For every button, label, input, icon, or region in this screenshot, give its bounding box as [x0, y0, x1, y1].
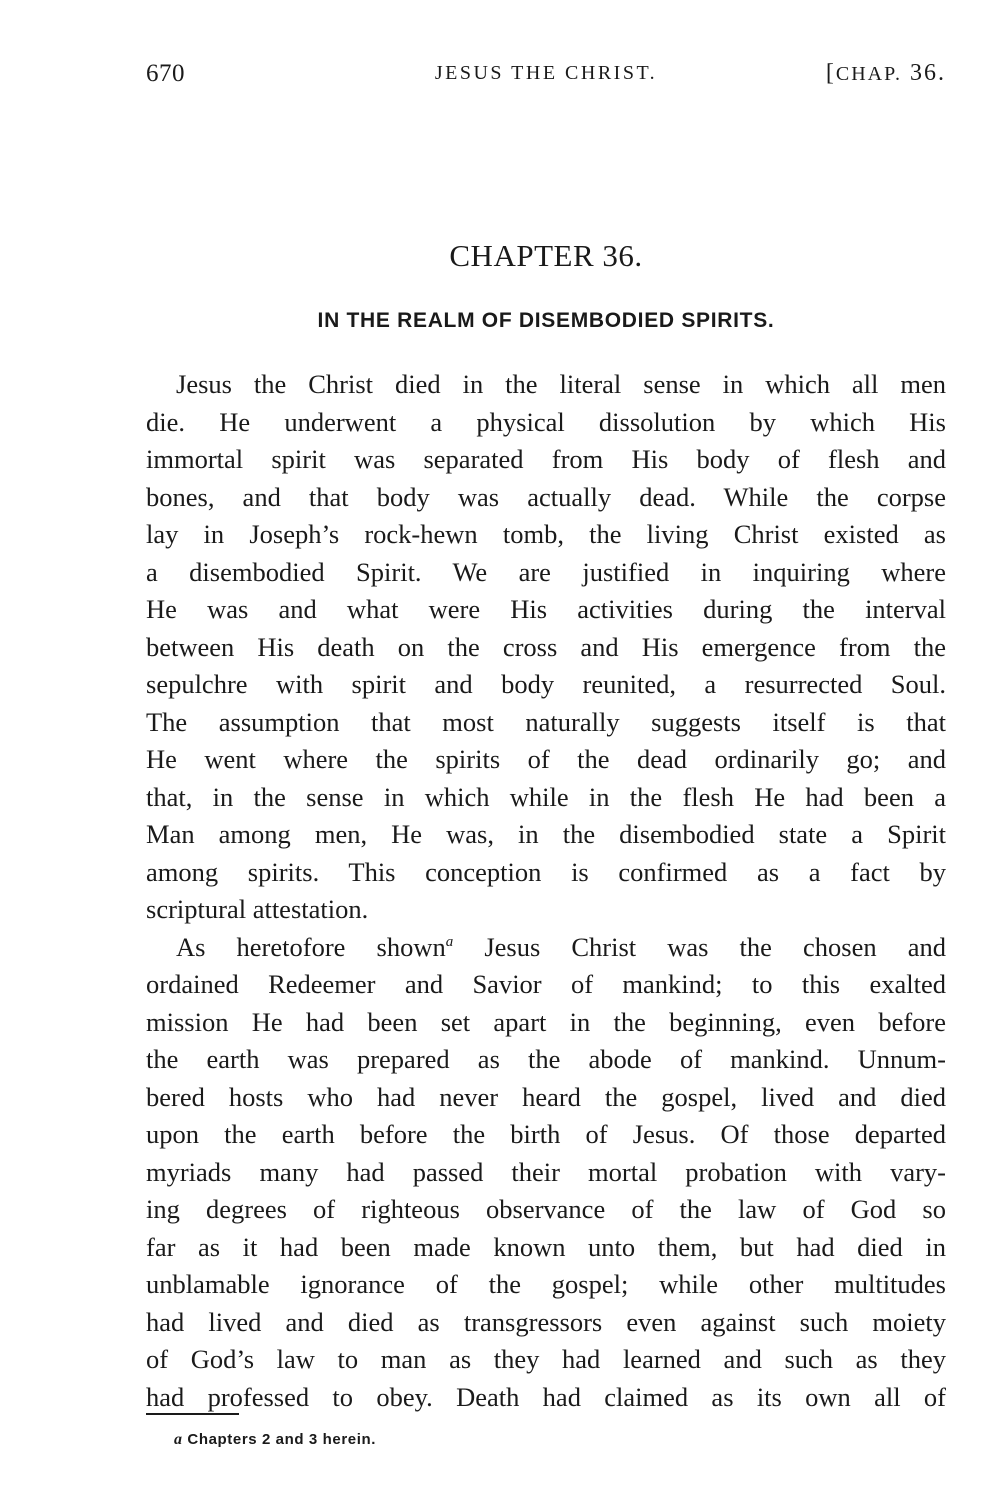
- paragraph-line: the earth was prepared as the abode of mankind. Unnum-: [146, 1044, 946, 1074]
- chapter-ref-word: CHAP.: [835, 63, 902, 85]
- footnote: [174, 1431, 376, 1449]
- footnote-divider: [146, 1413, 239, 1415]
- page-number: 670: [146, 60, 185, 87]
- paragraph-line: had lived and died as transgressors even against such moiety: [146, 1306, 946, 1337]
- running-title: JESUS THE CHRIST.: [434, 62, 658, 84]
- footnote-text: Chapters 2 and 3 herein.: [187, 1431, 377, 1448]
- paragraph-line: upon the earth before the birth of Jesus. Of those departed: [146, 1119, 946, 1149]
- paragraph-line: He went where the spirits of the dead ordinarily go; and: [146, 744, 946, 774]
- paragraph-line: die. He underwent a physical dissolution by which His: [146, 406, 946, 437]
- paragraph-line: between His death on the cross and His emergence from the: [146, 631, 946, 662]
- chapter-ref-bracket: [: [825, 60, 836, 86]
- paragraph-line: mission He had been set apart in the beginning, even before: [146, 1006, 946, 1037]
- paragraph-line: unblamable ignorance of the gospel; while other multitudes: [146, 1269, 946, 1299]
- paragraph-line: among spirits. This conception is confirmed as a fact by: [146, 856, 946, 887]
- paragraph-line: scriptural attestation.: [146, 894, 369, 924]
- paragraph-2: [146, 929, 946, 1417]
- chapter-reference: [826, 60, 946, 87]
- paragraph-line: a disembodied Spirit. We are justified in inquiring where: [146, 556, 946, 587]
- paragraph-line: had professed to obey. Death had claimed as its own all of: [146, 1381, 946, 1412]
- chapter-subtitle: IN THE REALM OF DISEMBODIED SPIRITS.: [317, 309, 775, 332]
- paragraph-line: The assumption that most naturally suggests itself is that: [146, 706, 946, 737]
- paragraph-line: bered hosts who had never heard the gospel, lived and died: [146, 1081, 946, 1112]
- paragraph-line: bones, and that body was actually dead. While the corpse: [146, 481, 946, 512]
- paragraph-1: [146, 366, 946, 929]
- paragraph-line: immortal spirit was separated from His body of flesh and: [146, 444, 946, 474]
- body-text: [146, 366, 946, 1416]
- paragraph-line: sepulchre with spirit and body reunited, a resurrected Soul.: [146, 669, 946, 699]
- paragraph-line: that, in the sense in which while in the flesh He had been a: [146, 781, 946, 812]
- running-header: [146, 60, 946, 100]
- paragraph-2-first-line-end: Jesus Christ was the chosen and: [453, 931, 946, 962]
- paragraph-line: Man among men, He was, in the disembodied state a Spirit: [146, 819, 946, 849]
- paragraph-line: Jesus the Christ died in the literal sense in which all men: [176, 369, 946, 399]
- paragraph-line: ordained Redeemer and Savior of mankind; to this exalted: [146, 969, 946, 999]
- paragraph-line: far as it had been made known unto them, but had died in: [146, 1231, 946, 1262]
- footnote-mark: a: [174, 1431, 183, 1448]
- paragraph-line: myriads many had passed their mortal probation with vary-: [146, 1156, 946, 1187]
- paragraph-2-first-line-start: As heretofore shown: [176, 931, 446, 962]
- chapter-ref-number: 36.: [910, 60, 946, 86]
- paragraph-line: of God’s law to man as they had learned and such as they: [146, 1344, 946, 1374]
- footnote-reference: a: [445, 933, 454, 950]
- paragraph-line: He was and what were His activities during the interval: [146, 594, 946, 624]
- paragraph-line: lay in Joseph’s rock-hewn tomb, the living Christ existed as: [146, 519, 946, 549]
- paragraph-line: ing degrees of righteous observance of the law of God so: [146, 1194, 946, 1224]
- paragraph-line: [146, 929, 946, 967]
- chapter-heading: CHAPTER 36.: [449, 238, 643, 273]
